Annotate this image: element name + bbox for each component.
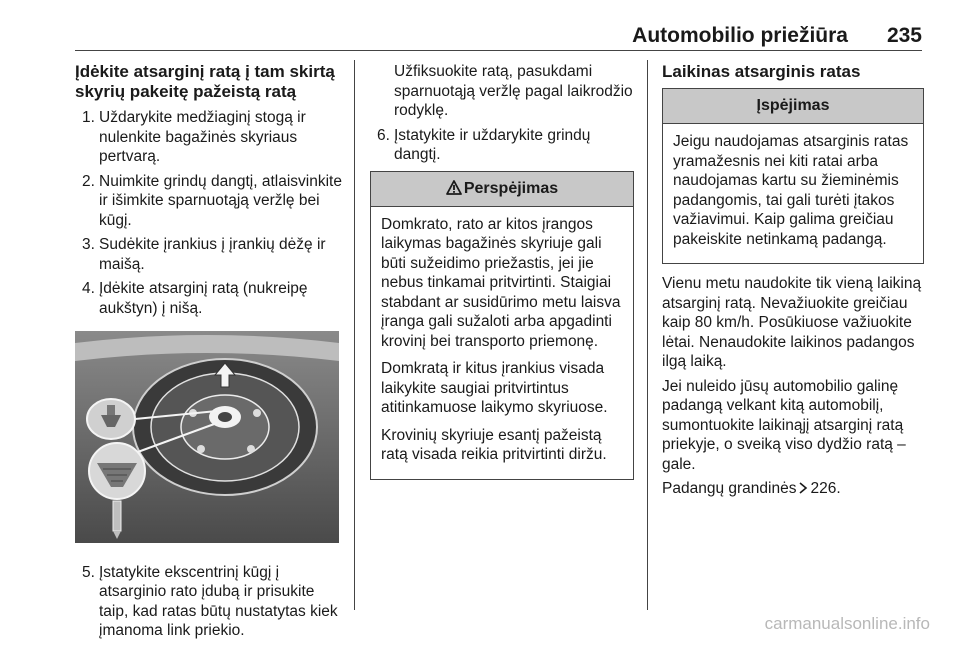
steps-list xyxy=(75,108,343,318)
step-continuation: Užfiksuokite ratą, pasukdami sparnuotąją veržlę pagal laikrodžio rodyklę. xyxy=(394,63,633,119)
section-heading: Įdėkite atsarginį ratą į tam skirtą skyrių pakeitę pažeistą ratą xyxy=(75,62,335,101)
column-divider xyxy=(354,60,355,610)
body-paragraph: Vienu metu naudokite tik vieną laikiną atsarginį ratą. Nevažiuokite greičiau kaip 80 km/h. Posūkiuose važiuokite lėtai. Nenaudokite laikinos padangos ilgą laiką. xyxy=(662,275,922,370)
caution-body xyxy=(371,207,633,479)
page-header xyxy=(0,0,960,50)
list-item xyxy=(75,235,343,274)
step-text: Uždarykite medžiaginį stogą ir nulenkite bagažinės skyriaus pertvarą. xyxy=(99,109,306,165)
step-text: Sudėkite įrankius į įrankių dėžę ir maišą. xyxy=(99,236,326,273)
watermark: carmanualsonline.info xyxy=(764,614,930,633)
section-heading: Laikinas atsarginis ratas xyxy=(662,62,861,81)
column-2 xyxy=(370,62,634,490)
list-item xyxy=(75,279,343,318)
step-number: 1. xyxy=(82,109,95,126)
step-number: 5. xyxy=(82,563,95,581)
body-paragraph: Jei nuleido jūsų automobilio galinę padangą velkant kitą automobilį, sumontuokite laikinąjį atsarginį ratą priekyje, o sveiką viso dydžio ratą – gale. xyxy=(662,377,906,473)
step-number: 3. xyxy=(82,236,95,253)
cross-reference[interactable] xyxy=(662,479,924,499)
step-text: Nuimkite grindų dangtį, atlaisvinkite ir išimkite sparnuotąją veržlę bei kūgį. xyxy=(99,172,342,229)
page-title: Automobilio priežiūra xyxy=(632,24,848,47)
caution-paragraph: Domkratą ir kitus įrankius visada laikykite saugiai pritvirtintus atitinkamuose laikymo skyriuose. xyxy=(381,360,608,416)
caution-paragraph: Krovinių skyriuje esantį pažeistą ratą visada reikia pritvirtinti diržu. xyxy=(381,426,607,463)
cross-reference-page: 226. xyxy=(810,480,841,497)
caution-box xyxy=(370,171,634,480)
warning-triangle-icon xyxy=(446,180,462,195)
list-item xyxy=(75,108,343,167)
caution-header xyxy=(371,172,633,207)
step-text: Įstatykite ir uždarykite grindų dangtį. xyxy=(394,126,591,163)
column-divider xyxy=(647,60,648,610)
notice-box xyxy=(662,88,924,264)
page-number: 235 xyxy=(886,24,922,47)
step-number: 6. xyxy=(377,126,390,144)
list-item xyxy=(75,563,343,641)
header-rule xyxy=(75,50,922,51)
steps-list xyxy=(370,126,634,165)
spare-wheel-illustration xyxy=(75,331,339,543)
page-reference-icon xyxy=(798,482,808,494)
step-number: 4. xyxy=(82,280,95,297)
list-item xyxy=(370,126,634,165)
column-1 xyxy=(75,62,343,646)
column-3 xyxy=(662,62,924,504)
step-text: Įdėkite atsarginį ratą (nukreipę aukštyn) į nišą. xyxy=(99,280,308,317)
steps-list xyxy=(75,563,343,641)
caution-title: Perspėjimas xyxy=(463,179,559,197)
step-number: 2. xyxy=(82,172,95,190)
cross-reference-label: Padangų grandinės xyxy=(662,480,797,497)
caution-paragraph: Domkrato, rato ar kitos įrangos laikymas bagažinės skyriuje gali būti sužeidimo priežastis, jei jie nebus tinkamai pritvirtinti. Staigiai stabdant ar susidūrimo metu laisva įranga gali sužaloti arba apgadinti krovinį bei transporto priemonę. xyxy=(381,215,621,350)
step-text: Įstatykite ekscentrinį kūgį į atsarginio rato įdubą ir prisukite taip, kad ratas būtų nustatytas kiek įmanoma link priekio. xyxy=(99,563,338,639)
list-item xyxy=(75,172,343,231)
notice-body xyxy=(663,124,923,263)
notice-header: Įspėjimas xyxy=(663,89,923,124)
notice-paragraph: Jeigu naudojamas atsarginis ratas yramažesnis nei kiti ratai arba naudojamas kartu su žieminėmis padangomis, tai gali turėti įtakos važiavimui. Kaip galima greičiau pakeiskite netinkamą padangą. xyxy=(673,133,909,248)
